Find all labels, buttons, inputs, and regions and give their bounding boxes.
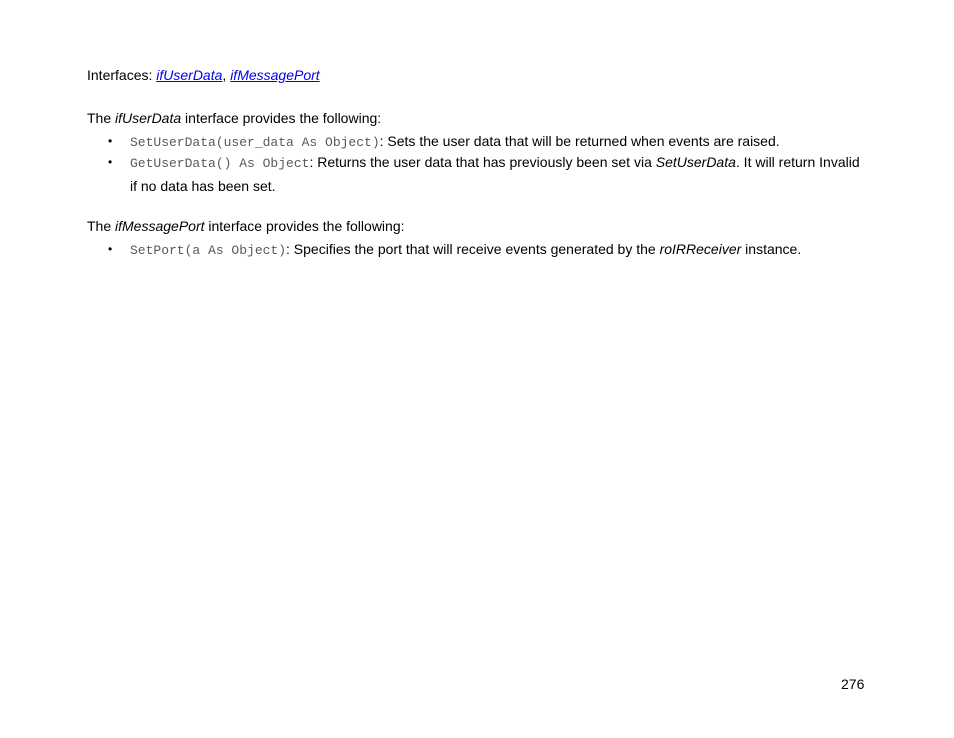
object-reference: roIRReceiver [659, 241, 742, 257]
method-reference: SetUserData [655, 154, 736, 170]
method-signature: SetPort(a As Object) [130, 243, 287, 258]
ifuserdata-name: ifUserData [115, 110, 182, 126]
interfaces-label: Interfaces: [87, 67, 157, 83]
bullet-icon: • [108, 134, 113, 148]
method-signature: SetUserData(user_data As Object) [130, 135, 380, 150]
bullet-icon: • [108, 242, 113, 256]
method-description-end: instance. [741, 241, 802, 257]
method-description-end: . It will return Invalid if no data has been set. [130, 154, 860, 194]
ifmessageport-intro: The ifMessagePort interface provides the following: [87, 218, 405, 234]
method-description: : Specifies the port that will receive events generated by the [286, 241, 660, 257]
interfaces-separator: , [222, 67, 231, 83]
ifmessageport-link[interactable]: ifMessagePort [230, 67, 320, 83]
ifuserdata-intro: The ifUserData interface provides the following: [87, 110, 382, 126]
interfaces-line [87, 67, 320, 84]
method-signature: GetUserData() As Object [130, 156, 310, 171]
method-description: : Returns the user data that has previously been set via [309, 154, 656, 170]
ifmessageport-name: ifMessagePort [115, 218, 205, 234]
ifuserdata-link[interactable]: ifUserData [156, 67, 223, 83]
bullet-icon: • [108, 155, 113, 169]
list-item-getuserdata [108, 151, 870, 197]
list-item-setport [108, 238, 870, 262]
method-description: : Sets the user data that will be returned when events are raised. [379, 133, 780, 149]
page-number: 276 [841, 676, 865, 692]
